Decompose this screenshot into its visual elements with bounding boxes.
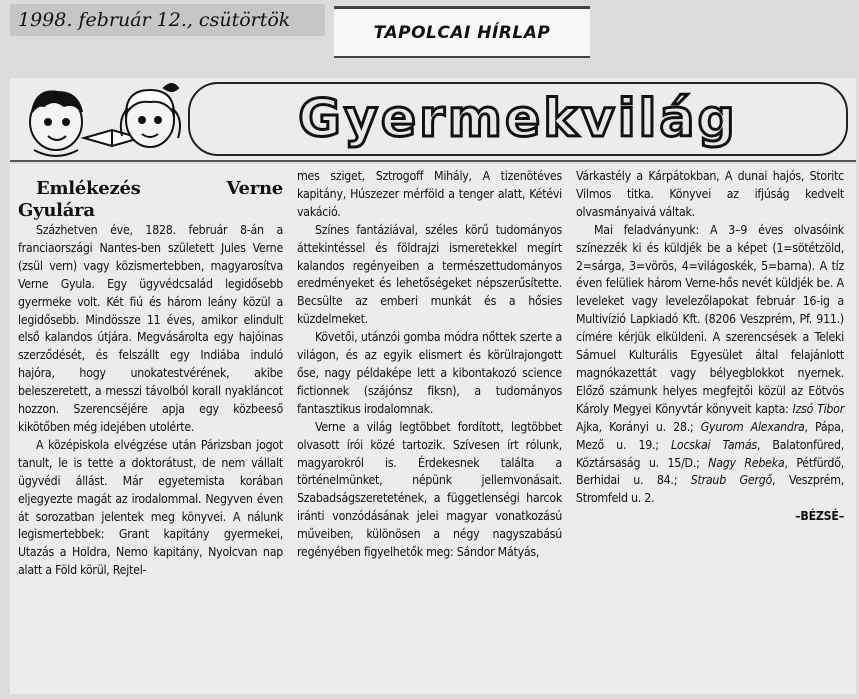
paragraph: Verne a világ legtöbbet fordított, legtöbbet olvasott írói közé tartozik. Szívesen írt rólunk, magyarokról is. Érdekesnek találta a történelmünket, népünk jellemvonásait. Szabadságszeretetének, a függetlenségi harcok iránti vonzódásának jelei magyar vonatkozású műveiben, különösen a négy nagyszabású regényében figyelhetők meg: Sándor Mátyás,: [297, 419, 562, 560]
article-body: [10, 164, 856, 694]
author-signature: –BÉZSÉ–: [795, 509, 844, 524]
winner-name: Straub Gergő: [690, 473, 773, 488]
article-column-2: [297, 168, 562, 562]
children-illustration: [14, 78, 184, 160]
paragraph: Várkastély a Kárpátokban, A dunai hajós, Storitc Vilmos titka. Könyvei az ifjúság kedvelt olvasmányaivá váltak.: [576, 169, 844, 219]
article-column-3: [576, 168, 844, 526]
paragraph: Színes fantáziával, széles körű tudományos áttekintéssel és földrajzi ismeretekkel megírt kalandos regényeiben a természettudományos eredményeket és lehetőségeket népszerűsítette. Becsülte az emberi munkát és a hősies küzdelmeket.: [297, 222, 562, 327]
contest-text: Mai feladványunk: A 3–9 éves olvasóink színezzék ki és küldjék be a képet (1=sötétzöld, 2=sárga, 3=vörös, 4=világoskék, 5=barna). A tíz éven felüliek három Verne-hős nevét küldjék be. A leveleket vagy levelezőlapokat február 16-ig a Multivízió Lapkiadó Kft. (8206 Veszprém, Pf. 911.) címére kérjük elküldeni. A szerencsések a Teleki Sámuel Kulturális Egyesület által felajánlott magnókazettát vagy bélyegblokkot nyernek. Előző számunk helyes megfejtői közül az Eötvös Károly Megyei Könyvtár könyveit kapta:: [576, 222, 844, 416]
winner-address: , Balatonfüred, Köztársaság u. 15/D.;: [576, 437, 844, 470]
article-headline: Emlékezés Verne Gyulára: [18, 178, 283, 221]
issue-date: 1998. február 12., csütörtök: [10, 4, 325, 36]
paragraph: Százhetven éve, 1828. február 8-án a franciaországi Nantes-ben született Jules Verne (zsül vern) vagy közismertebben, magyarosítva Verne Gyula. Egy ügyvédcsalád legidősebb gyermeke volt. Két fiú és három leány közül a legidősebb. Mindössze 11 éves, amikor elindult első kalandos útjára. Megvásárolta egy hajóinas szerződését, és felszállt egy Indiába induló hajóra, hogy unokatestvérének, akibe beleszeretett, a messzi távolból korall nyakláncot hozzon. Szerencséjére apja egy közbeeső kikötőben még idejében utolérte.: [18, 223, 283, 434]
winner-address: , Veszprém, Stromfeld u. 2.: [576, 473, 844, 506]
paragraph: Követői, utánzói gomba módra nőttek szerte a világon, és az egyik elismert és körülrajongott őse, nagy példaképe lett a kibontakozó science fictionnek (szájónsz fiksn), a tudományos fantasztikus irodalomnak.: [297, 330, 562, 416]
section-banner: [10, 78, 856, 162]
winner-name: Nagy Rebeka: [708, 455, 785, 470]
contest-paragraph: [576, 222, 844, 509]
winner-name: Gyurom Alexandra: [700, 419, 805, 434]
paragraph: mes sziget, Sztrogoff Mihály, A tizenötéves kapitány, Húszezer mérföld a tenger alatt, Kétévi vakáció.: [297, 169, 562, 219]
paragraph: A középiskola elvégzése után Párizsban jogot tanult, le is tette a doktorátust, de nem vállalt ügyvédi állást. Már egyetemista korában eljegyezte magát az irodalommal. Negyven éven át sorozatban jelentek meg könyvei. A nálunk legismertebbek: Grant kapitány gyermekei, Utazás a Holdra, Nemo kapitány, Nyolcvan nap alatt a Föld körül, Rejtel-: [18, 437, 283, 578]
article-column-1: [18, 178, 283, 580]
section-title: Gyermekvilág: [188, 82, 848, 156]
winner-address: , Pétfürdő, Berhidai u. 84.;: [576, 455, 844, 488]
winner-address: , Pápa, Mező u. 19.;: [576, 419, 844, 452]
winner-name: Izsó Tibor: [792, 401, 844, 416]
newspaper-masthead: TAPOLCAI HÍRLAP: [334, 6, 590, 58]
winner-name: Locskai Tamás: [671, 437, 757, 452]
winner-address: Ajka, Korányi u. 28.;: [576, 419, 701, 434]
